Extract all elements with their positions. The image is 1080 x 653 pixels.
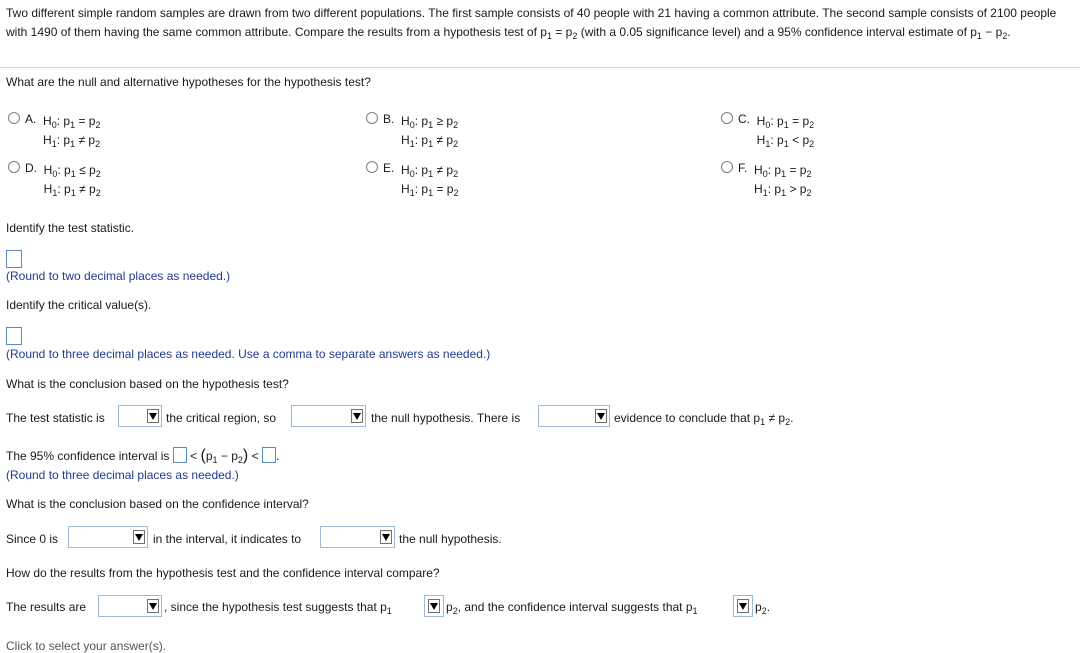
footer-instruction: Click to select your answer(s).	[6, 639, 167, 653]
test-relation-dropdown[interactable]	[424, 595, 444, 617]
ci-upper-input[interactable]	[262, 447, 276, 463]
hypothesis-pair: $H_0$: $p_1 \le p_2$ $H_1$: $p_1 \ne p_2$	[43, 163, 101, 198]
option-letter: D.	[25, 161, 37, 175]
ci-relation-dropdown[interactable]	[733, 595, 753, 617]
option-b[interactable]	[366, 112, 458, 150]
hint-ci-three-decimals: (Round to three decimal places as needed.)	[6, 468, 239, 482]
question-compare: How do the results from the hypothesis test and the confidence interval compare?	[6, 566, 440, 580]
label-ci-null: the null hypothesis.	[399, 532, 502, 546]
question-hypotheses: What are the null and alternative hypotheses for the hypothesis test?	[6, 75, 371, 89]
ci-lower-input[interactable]	[173, 447, 187, 463]
hypothesis-pair: $H_0$: $p_1 \ne p_2$ $H_1$: $p_1 = p_2$	[401, 163, 459, 198]
question-test-conclusion: What is the conclusion based on the hypothesis test?	[6, 377, 289, 391]
radio-button[interactable]	[8, 112, 20, 124]
radio-button[interactable]	[721, 112, 733, 124]
option-a[interactable]	[8, 112, 101, 150]
critical-value-input[interactable]	[6, 327, 22, 345]
confidence-interval-row: The 95% confidence interval is < $(p_1 - p_2)$ < .	[6, 447, 280, 465]
option-letter: E.	[383, 161, 395, 175]
label-evidence-conclusion: evidence to conclude that $p_1 \ne p_2$.	[614, 411, 794, 427]
hint-two-decimals: (Round to two decimal places as needed.)	[6, 269, 231, 283]
radio-button[interactable]	[8, 161, 20, 173]
divider	[0, 67, 1080, 68]
results-dropdown[interactable]	[98, 595, 162, 617]
label-indicates-to: in the interval, it indicates to	[153, 532, 302, 546]
radio-button[interactable]	[366, 112, 378, 124]
hypothesis-pair: $H_0$: $p_1 \ge p_2$ $H_1$: $p_1 \ne p_2$	[401, 114, 459, 149]
label-critical-region: the critical region, so	[166, 411, 277, 425]
hypothesis-pair: $H_0$: $p_1 = p_2$ $H_1$: $p_1 \ne p_2$	[43, 114, 101, 149]
evidence-dropdown[interactable]	[538, 405, 610, 427]
option-letter: F.	[738, 161, 748, 175]
radio-button[interactable]	[366, 161, 378, 173]
label-ci-suggests: $p_2$, and the confidence interval suggests that $p_1$	[446, 600, 698, 616]
label-null-hypothesis: the null hypothesis. There is	[371, 411, 521, 425]
label-since-zero: Since 0 is	[6, 532, 59, 546]
label-results-are: The results are	[6, 600, 87, 614]
test-statistic-input[interactable]	[6, 250, 22, 268]
label-test-statistic-is: The test statistic is	[6, 411, 105, 425]
label-p2-end: $p_2$.	[755, 600, 771, 616]
option-letter: C.	[738, 112, 750, 126]
ci-reject-dropdown[interactable]	[320, 526, 395, 548]
option-e[interactable]	[366, 161, 459, 199]
region-dropdown[interactable]	[118, 405, 162, 427]
option-f[interactable]	[721, 161, 812, 199]
hypothesis-pair: $H_0$: $p_1 = p_2$ $H_1$: $p_1 < p_2$	[756, 114, 815, 149]
radio-button[interactable]	[721, 161, 733, 173]
zero-in-interval-dropdown[interactable]	[68, 526, 148, 548]
option-d[interactable]	[8, 161, 101, 199]
label-test-suggests: , since the hypothesis test suggests that $p_1$	[164, 600, 392, 616]
option-letter: A.	[25, 112, 37, 126]
hypothesis-pair: $H_0$: $p_1 = p_2$ $H_1$: $p_1 > p_2$	[754, 163, 812, 198]
question-critical-values: Identify the critical value(s).	[6, 298, 152, 312]
hint-three-decimals-comma: (Round to three decimal places as needed. Use a comma to separate answers as needed.)	[6, 347, 491, 361]
option-c[interactable]	[721, 112, 814, 150]
option-letter: B.	[383, 112, 395, 126]
question-ci-conclusion: What is the conclusion based on the confidence interval?	[6, 497, 309, 511]
question-test-statistic: Identify the test statistic.	[6, 221, 135, 235]
problem-statement: Two different simple random samples are drawn from two different populations. The first sample consists of 40 people with 21 having a common attribute. The second sample consists of 2100 people with 1490 of them having the same common attribute. Compare the results from a hypothesis test of $p_1 = p_2$ (with a 0.05 significance level) and a 95% confidence interval estimate of $p_1 - p_2$.	[6, 6, 1057, 41]
reject-dropdown[interactable]	[291, 405, 366, 427]
